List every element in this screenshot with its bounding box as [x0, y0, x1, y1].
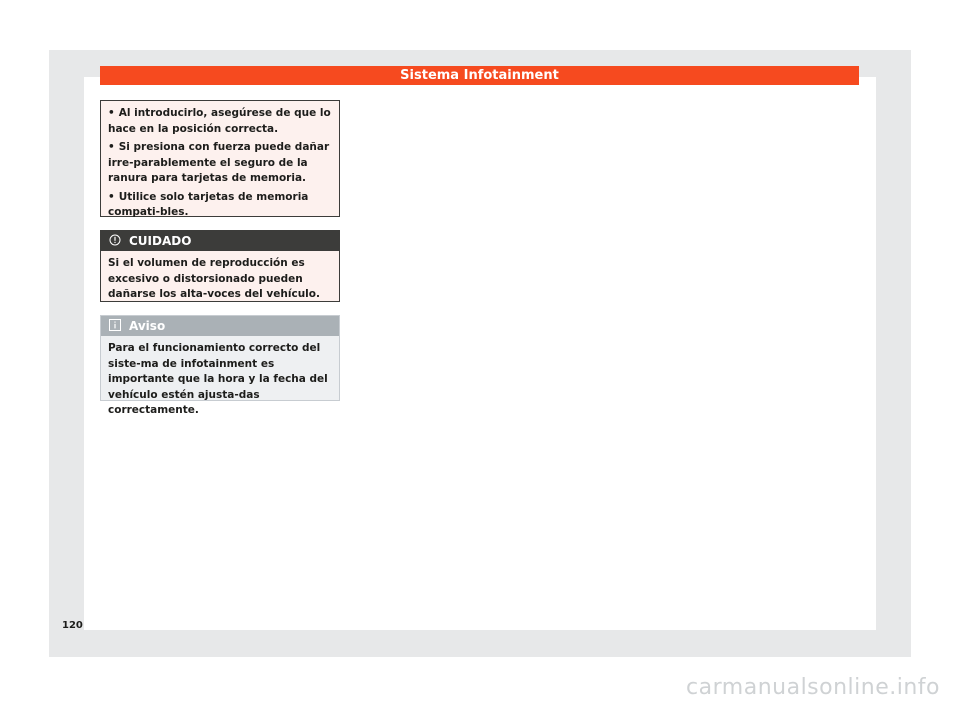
- list-item: • Si presiona con fuerza puede dañar irre-parablemente el seguro de la ranura para tarjetas de memoria.: [108, 141, 330, 184]
- bullet-icon: •: [108, 141, 115, 153]
- section-header: [100, 66, 859, 85]
- exclamation-circle-icon: [109, 232, 121, 252]
- page-number: 120: [62, 620, 83, 631]
- caution-text: Si el volumen de reproducción es excesivo o distorsionado pueden dañarse los alta-voces del vehículo.: [108, 257, 320, 300]
- caution-header: [101, 231, 339, 251]
- note-title: Aviso: [129, 319, 166, 333]
- watermark: carmanualsonline.info: [686, 675, 940, 700]
- section-title: Sistema Infotainment: [400, 68, 559, 83]
- note-header: [101, 316, 339, 336]
- bullet-icon: •: [108, 107, 115, 119]
- caution-title: CUIDADO: [129, 234, 192, 248]
- bullet-icon: •: [108, 190, 115, 203]
- caution-box: [100, 230, 340, 302]
- instructions-box: [100, 100, 340, 217]
- list-item: • Al introducirlo, asegúrese de que lo hace en la posición correcta.: [108, 107, 331, 135]
- info-icon: [109, 317, 121, 337]
- note-text: Para el funcionamiento correcto del siste-ma de infotainment es importante que la hora y la fecha del vehículo estén ajusta-das correctamente.: [108, 342, 328, 416]
- list-item: • Utilice solo tarjetas de memoria compati-bles.: [108, 190, 309, 218]
- note-box: [100, 315, 340, 416]
